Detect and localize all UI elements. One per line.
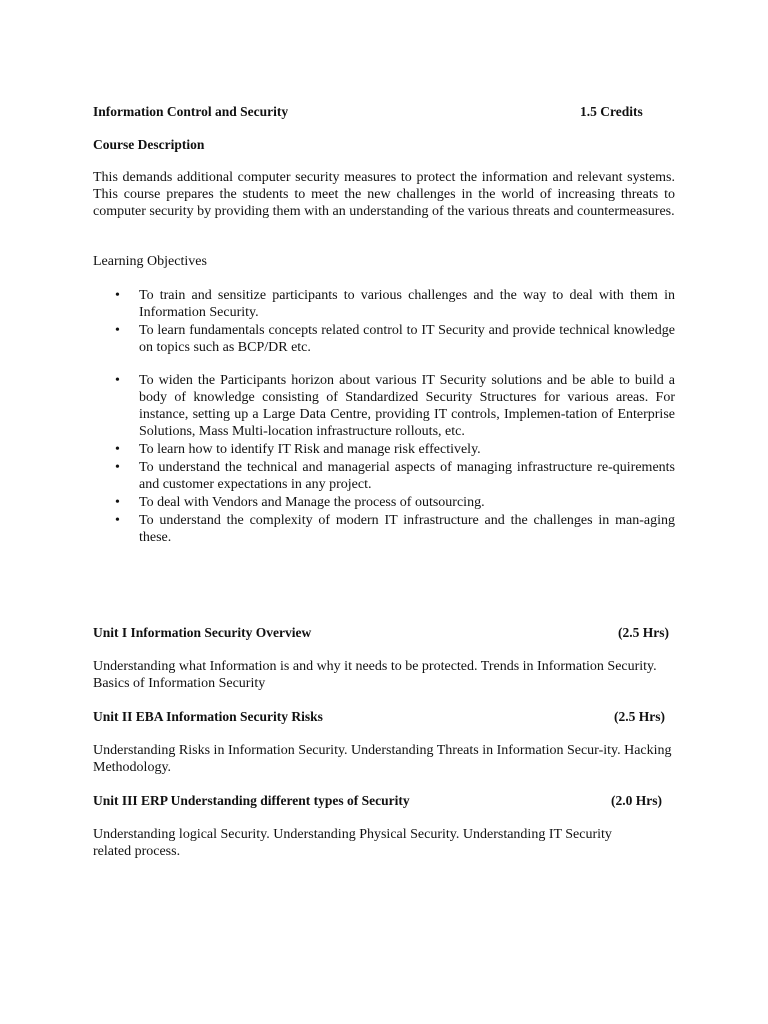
course-description-text: This demands additional computer security measures to protect the information and relevant systems. This course prepares the students to meet the new challenges in the world of increasing threats to computer security by providing them with an understanding of the various threats and countermeasures.: [93, 170, 675, 219]
course-title: Information Control and Security: [93, 104, 289, 119]
bullet-icon: •: [115, 373, 120, 388]
objective-item: [93, 459, 675, 493]
objective-item: [93, 372, 675, 440]
unit-1-hours: (2.5 Hrs): [618, 625, 669, 640]
objective-item: [93, 287, 675, 321]
unit-2-title: Unit II EBA Information Security Risks: [93, 709, 323, 724]
course-description-heading: Course Description: [93, 137, 205, 152]
objective-text: To widen the Participants horizon about various IT Security solutions and be able to build a body of knowledge consisting of Standardized Security Structures for various areas. For instance, setting up a Large Data Centre, providing IT controls, Implemen-tation of Enterprise Solutions, Mass Multi-location infrastructure rollouts, etc.: [139, 373, 675, 439]
objective-text: To understand the technical and managerial aspects of managing infrastructure re-quirements and customer expectations in any project.: [139, 460, 675, 492]
bullet-icon: •: [115, 288, 120, 303]
bullet-icon: •: [115, 460, 120, 475]
course-credits: 1.5 Credits: [580, 104, 643, 119]
objective-item: [93, 322, 675, 356]
objective-text: To deal with Vendors and Manage the process of outsourcing.: [139, 495, 485, 510]
objective-text: To understand the complexity of modern IT infrastructure and the challenges in man-aging these.: [139, 513, 675, 545]
objective-item: [93, 441, 675, 458]
unit-3-text: Understanding logical Security. Understanding Physical Security. Understanding IT Security related process.: [93, 827, 612, 859]
objective-text: To learn how to identify IT Risk and manage risk effectively.: [139, 442, 481, 457]
bullet-icon: •: [115, 513, 120, 528]
objective-text: To train and sensitize participants to various challenges and the way to deal with them in Information Security.: [139, 288, 675, 320]
unit-1-title: Unit I Information Security Overview: [93, 625, 312, 640]
unit-1-text: Understanding what Information is and why it needs to be protected. Trends in Information Security. Basics of Information Security: [93, 659, 657, 691]
bullet-icon: •: [115, 495, 120, 510]
objective-item: [93, 494, 675, 511]
learning-objectives-list: [93, 287, 675, 547]
objective-item: [93, 512, 675, 546]
unit-3-hours: (2.0 Hrs): [611, 793, 662, 808]
unit-2-hours: (2.5 Hrs): [614, 709, 665, 724]
unit-3-title: Unit III ERP Understanding different types of Security: [93, 793, 410, 808]
learning-objectives-heading: Learning Objectives: [93, 254, 207, 269]
objective-text: To learn fundamentals concepts related control to IT Security and provide technical knowledge on topics such as BCP/DR etc.: [139, 323, 675, 355]
unit-2-text: Understanding Risks in Information Security. Understanding Threats in Information Secur-ity. Hacking Methodology.: [93, 743, 672, 775]
bullet-icon: •: [115, 323, 120, 338]
bullet-icon: •: [115, 442, 120, 457]
